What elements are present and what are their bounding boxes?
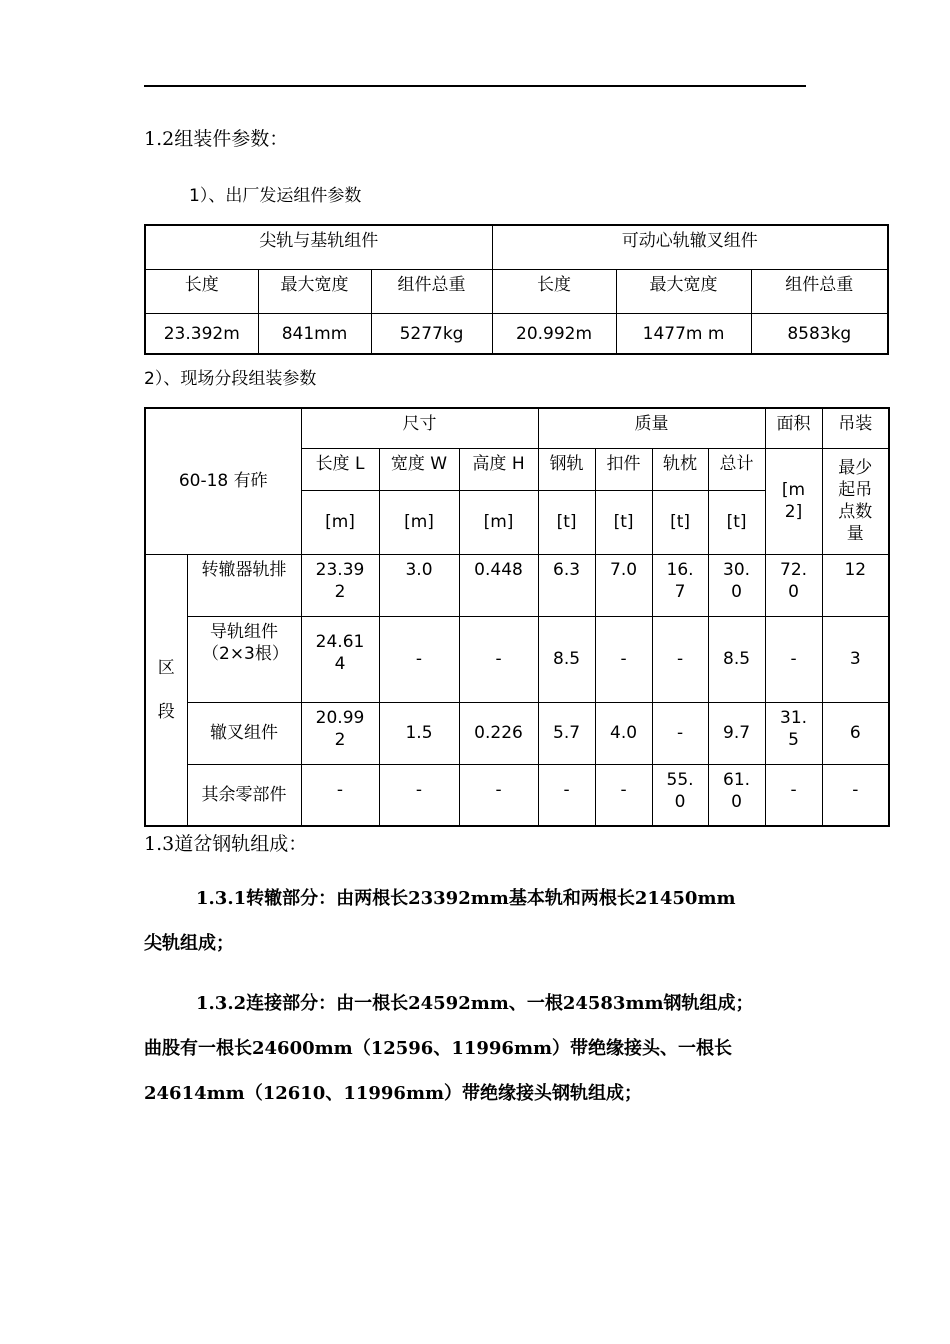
cell-total: 9.7 bbox=[708, 702, 765, 764]
row-group-section-text: 区段 bbox=[157, 657, 175, 722]
col-area-unit-text: [m2] bbox=[781, 480, 806, 522]
cell-sleeper-text: 16.7 bbox=[666, 559, 694, 602]
cell-lift: 12 bbox=[822, 554, 889, 616]
cell-area: - bbox=[765, 764, 822, 826]
cell-height: - bbox=[459, 616, 538, 702]
cell-area: - bbox=[765, 616, 822, 702]
cell-lift: - bbox=[822, 764, 889, 826]
cell-rail: 8.5 bbox=[538, 616, 595, 702]
site-assembly-table bbox=[144, 407, 890, 827]
cell-height: - bbox=[459, 764, 538, 826]
value-width-b: 1477m m bbox=[616, 314, 751, 355]
col-lift-points bbox=[822, 448, 889, 554]
cell-area-text: 72.0 bbox=[780, 559, 808, 602]
row-group-section bbox=[145, 554, 187, 826]
cell-sleeper bbox=[652, 764, 708, 826]
col-height: 高度 H bbox=[459, 448, 538, 490]
cell-fastener: 7.0 bbox=[595, 554, 652, 616]
unit-fastener: [t] bbox=[595, 490, 652, 554]
col-sleeper: 轨枕 bbox=[652, 448, 708, 490]
group-dimensions: 尺寸 bbox=[301, 408, 538, 448]
cell-rail: - bbox=[538, 764, 595, 826]
row-name: 其余零部件 bbox=[187, 764, 301, 826]
group-switch-rail: 尖轨与基轨组件 bbox=[145, 225, 492, 270]
subsection-2-title: 2）、现场分段组装参数 bbox=[144, 369, 317, 389]
cell-rail: 6.3 bbox=[538, 554, 595, 616]
unit-total: [t] bbox=[708, 490, 765, 554]
unit-length: [m] bbox=[301, 490, 379, 554]
header-length-a: 长度 bbox=[145, 270, 258, 314]
cell-width: 1.5 bbox=[379, 702, 459, 764]
para-1-3-1-line1: 1.3.1转辙部分：由两根长23392mm基本轨和两根长21450mm bbox=[196, 888, 736, 909]
cell-sleeper: - bbox=[652, 616, 708, 702]
cell-fastener: - bbox=[595, 764, 652, 826]
header-width-b: 最大宽度 bbox=[616, 270, 751, 314]
value-width-a: 841mm bbox=[258, 314, 371, 355]
unit-rail: [t] bbox=[538, 490, 595, 554]
value-length-a: 23.392m bbox=[145, 314, 258, 355]
row-name bbox=[187, 616, 301, 702]
cell-length bbox=[301, 554, 379, 616]
cell-width: - bbox=[379, 616, 459, 702]
col-area-unit bbox=[765, 448, 822, 554]
value-length-b: 20.992m bbox=[492, 314, 616, 355]
row-name-text: 导轨组件（2×3根） bbox=[202, 621, 289, 664]
cell-width: 3.0 bbox=[379, 554, 459, 616]
section-1-2-heading: 1.2组装件参数： bbox=[144, 128, 289, 150]
header-width-a: 最大宽度 bbox=[258, 270, 371, 314]
section-1-3-heading: 1.3道岔钢轨组成： bbox=[144, 833, 308, 855]
cell-area bbox=[765, 702, 822, 764]
cell-fastener: 4.0 bbox=[595, 702, 652, 764]
table-corner-label: 60-18 有砟 bbox=[145, 408, 301, 554]
para-1-3-2-line2: 曲股有一根长24600mm（12596、11996mm）带绝缘接头、一根长 bbox=[144, 1038, 733, 1059]
group-mass: 质量 bbox=[538, 408, 765, 448]
cell-total-text: 30.0 bbox=[723, 559, 751, 602]
cell-length bbox=[301, 616, 379, 702]
unit-width: [m] bbox=[379, 490, 459, 554]
cell-length-text: 20.992 bbox=[315, 707, 365, 750]
group-area: 面积 bbox=[765, 408, 822, 448]
cell-area bbox=[765, 554, 822, 616]
cell-sleeper: - bbox=[652, 702, 708, 764]
row-name: 辙叉组件 bbox=[187, 702, 301, 764]
col-total: 总计 bbox=[708, 448, 765, 490]
group-movable-frog: 可动心轨辙叉组件 bbox=[492, 225, 888, 270]
col-width: 宽度 W bbox=[379, 448, 459, 490]
cell-lift: 3 bbox=[822, 616, 889, 702]
header-weight-a: 组件总重 bbox=[371, 270, 492, 314]
cell-length bbox=[301, 702, 379, 764]
cell-sleeper bbox=[652, 554, 708, 616]
factory-shipping-table bbox=[144, 224, 889, 355]
cell-sleeper-text: 55.0 bbox=[666, 769, 694, 812]
cell-total-text: 61.0 bbox=[723, 769, 751, 812]
header-rule bbox=[144, 85, 806, 87]
subsection-1-title: 1）、出厂发运组件参数 bbox=[189, 186, 362, 206]
row-name: 转辙器轨排 bbox=[187, 554, 301, 616]
para-1-3-2-line1: 1.3.2连接部分：由一根长24592mm、一根24583mm钢轨组成； bbox=[196, 993, 754, 1014]
col-rail: 钢轨 bbox=[538, 448, 595, 490]
header-length-b: 长度 bbox=[492, 270, 616, 314]
para-1-3-1-line2: 尖轨组成； bbox=[144, 933, 234, 954]
value-weight-a: 5277kg bbox=[371, 314, 492, 355]
cell-height: 0.226 bbox=[459, 702, 538, 764]
header-weight-b: 组件总重 bbox=[751, 270, 888, 314]
cell-rail: 5.7 bbox=[538, 702, 595, 764]
cell-area-text: 31.5 bbox=[780, 707, 808, 750]
col-lift-points-text: 最少起吊点数量 bbox=[838, 458, 873, 544]
cell-total bbox=[708, 764, 765, 826]
cell-length-text: 23.392 bbox=[315, 559, 365, 602]
col-fastener: 扣件 bbox=[595, 448, 652, 490]
cell-lift: 6 bbox=[822, 702, 889, 764]
col-length: 长度 L bbox=[301, 448, 379, 490]
unit-sleeper: [t] bbox=[652, 490, 708, 554]
cell-height: 0.448 bbox=[459, 554, 538, 616]
unit-height: [m] bbox=[459, 490, 538, 554]
cell-width: - bbox=[379, 764, 459, 826]
cell-length-text: 24.614 bbox=[315, 631, 365, 674]
group-lifting: 吊装 bbox=[822, 408, 889, 448]
para-1-3-2-line3: 24614mm（12610、11996mm）带绝缘接头钢轨组成； bbox=[144, 1083, 643, 1104]
cell-total bbox=[708, 554, 765, 616]
cell-length: - bbox=[301, 764, 379, 826]
value-weight-b: 8583kg bbox=[751, 314, 888, 355]
cell-fastener: - bbox=[595, 616, 652, 702]
cell-total: 8.5 bbox=[708, 616, 765, 702]
